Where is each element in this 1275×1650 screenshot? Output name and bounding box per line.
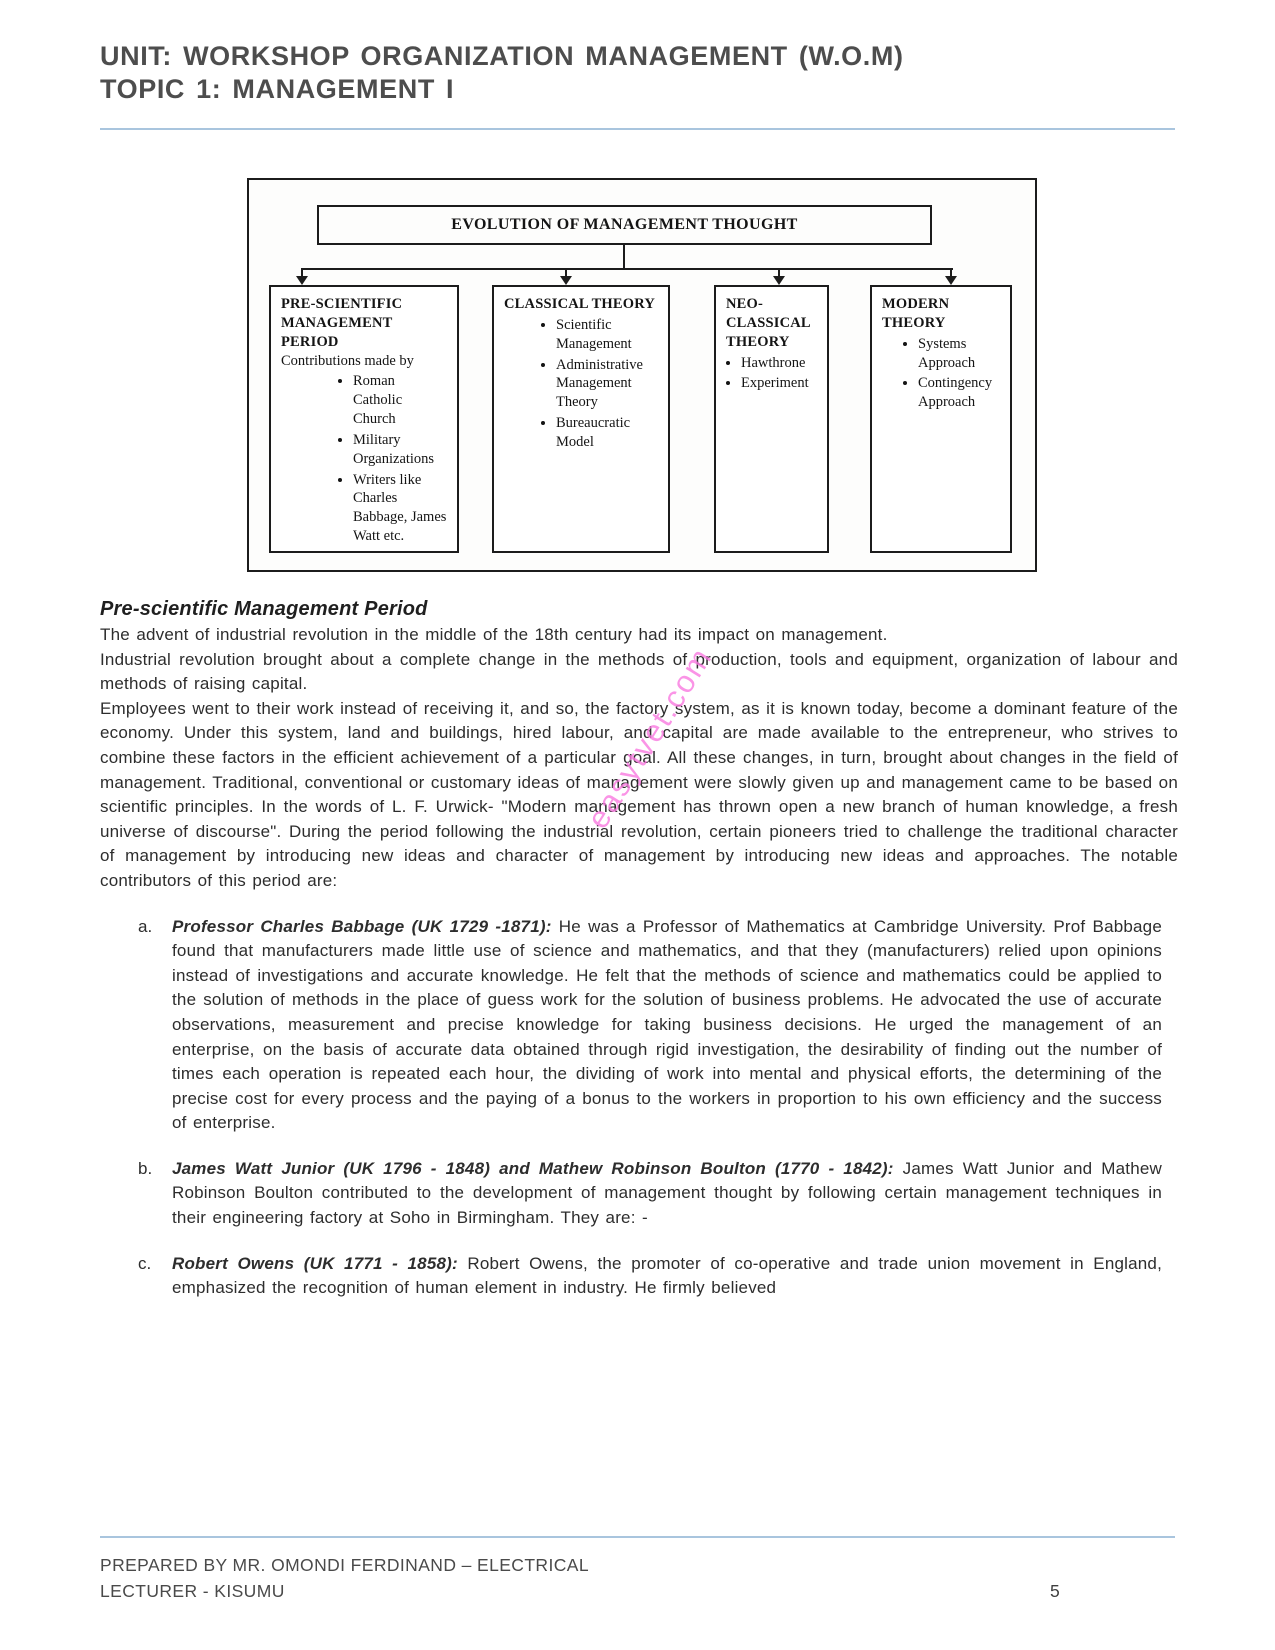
contributor-name: Professor Charles Babbage (UK 1729 -1871): (172, 916, 552, 936)
arrow-down-icon (945, 276, 957, 285)
box-bullet-list (504, 316, 658, 452)
contributor-name: James Watt Junior (UK 1796 - 1848) and Mathew Robinson Boulton (1770 - 1842): (172, 1158, 894, 1178)
doc-header (100, 40, 1175, 106)
bullet-item: • Military Organizations (353, 431, 447, 469)
contributor-description: Robert Owens, the promoter of co-operative and trade union movement in England, emphasized the recognition of human element in industry. He firmly believed (172, 1253, 1162, 1298)
box-heading: CLASSICAL THEORY (504, 296, 656, 312)
bullet-item: • Roman Catholic Church (353, 372, 447, 429)
arrow-down-icon (296, 276, 308, 285)
box-heading: PRE-SCIENTIFIC MANAGEMENT PERIOD (281, 296, 403, 350)
bullet-item: • Experiment (741, 374, 817, 393)
body-content (100, 596, 1178, 1322)
box-subheading: Contributions made by (281, 352, 414, 369)
connector-stem (623, 245, 625, 269)
box-classical-theory (492, 285, 670, 553)
list-marker: c. (138, 1253, 152, 1273)
arrow-down-icon (773, 276, 785, 285)
page-number: 5 (1050, 1581, 1061, 1601)
contributor-description: He was a Professor of Mathematics at Cambridge University. Prof Babbage found that manufacturers made little use of science and mathematics, and that they (manufacturers) relied upon opinions instead of investigations and accurate knowledge. He felt that the methods of science and mathematics could be applied to the solution of methods in the place of guess work for the solution of business problems. He advocated the use of accurate observations, measurement and precise knowledge for taking business decisions. He urged the management of an enterprise, on the basis of accurate data obtained through rigid investigation, the desirability of finding out the number of times each operation is repeated each hour, the dividing of work into mental and physical efforts, the determining of the precise cost for every process and the paying of a bonus to the workers in proportion to his own efficiency and the success of enterprise. (172, 916, 1162, 1133)
footer-line-2: LECTURER - KISUMU (100, 1581, 285, 1601)
section-heading: Pre-scientific Management Period (100, 598, 428, 620)
site-watermark: easytvet.com (579, 640, 720, 835)
box-modern-theory (870, 285, 1012, 553)
diagram-title-box: EVOLUTION OF MANAGEMENT THOUGHT (317, 205, 932, 245)
bullet-item: • Writers like Charles Babbage, James Watt etc. (353, 471, 447, 546)
box-bullet-list (281, 372, 447, 546)
list-item (100, 915, 1178, 1136)
header-divider (100, 128, 1175, 130)
contributor-description: James Watt Junior and Mathew Robinson Boulton contributed to the development of management thought by following certain management techniques in their engineering factory at Soho in Birmingham. They are: - (172, 1158, 1162, 1228)
doc-footer (100, 1552, 1175, 1604)
unit-title: UNIT: WORKSHOP ORGANIZATION MANAGEMENT (W.O.M) (100, 41, 904, 71)
bullet-item: • Hawthrone (741, 354, 817, 373)
box-neo-classical-theory (714, 285, 829, 553)
paragraph: The advent of industrial revolution in the middle of the 18th century had its impact on management. (100, 625, 888, 644)
box-bullet-list (726, 354, 817, 394)
box-heading: MODERN THEORY (882, 296, 950, 331)
topic-title: TOPIC 1: MANAGEMENT I (100, 74, 455, 104)
evolution-of-management-thought-diagram (247, 178, 1037, 572)
paragraph: Employees went to their work instead of receiving it, and so, the factory system, as it is known today, become a dominant feature of the economy. Under this system, land and buildings, hired labour, and capital are made available to the entrepreneur, who strives to combine these factors in the efficient achievement of a particular goal. All these changes, in turn, brought about changes in the field of management. Traditional, conventional or customary ideas of management were slowly given up and management came to be based on scientific principles. In the words of L. F. Urwick- "Modern management has thrown open a new branch of human knowledge, a fresh universe of discourse". During the period following the industrial revolution, certain pioneers tried to challenge the traditional character of management by introducing new ideas and character of management by introducing new ideas and approaches. The notable contributors of this period are: (100, 698, 1178, 890)
bullet-item: • Contingency Approach (918, 374, 1000, 412)
arrow-down-icon (560, 276, 572, 285)
paragraph: Industrial revolution brought about a complete change in the methods of production, tools and equipment, organization of labour and methods of raising capital. (100, 649, 1178, 694)
contributor-name: Robert Owens (UK 1771 - 1858): (172, 1253, 458, 1273)
contributors-list (100, 915, 1178, 1301)
box-pre-scientific-period (269, 285, 459, 553)
bullet-item: • Administrative Management Theory (556, 356, 658, 413)
list-marker: b. (138, 1158, 153, 1178)
footer-line-1: PREPARED BY MR. OMONDI FERDINAND – ELECTRICAL (100, 1555, 589, 1575)
bullet-item: • Systems Approach (918, 335, 1000, 373)
box-bullet-list (882, 335, 1000, 412)
bullet-item: • Bureaucratic Model (556, 414, 658, 452)
box-heading: NEO-CLASSICAL THEORY (726, 296, 810, 350)
footer-divider (100, 1536, 1175, 1538)
list-marker: a. (138, 916, 153, 936)
bullet-item: • Scientific Management (556, 316, 658, 354)
list-item (100, 1252, 1178, 1301)
connector-horizontal-line (302, 268, 953, 270)
list-item (100, 1157, 1178, 1231)
